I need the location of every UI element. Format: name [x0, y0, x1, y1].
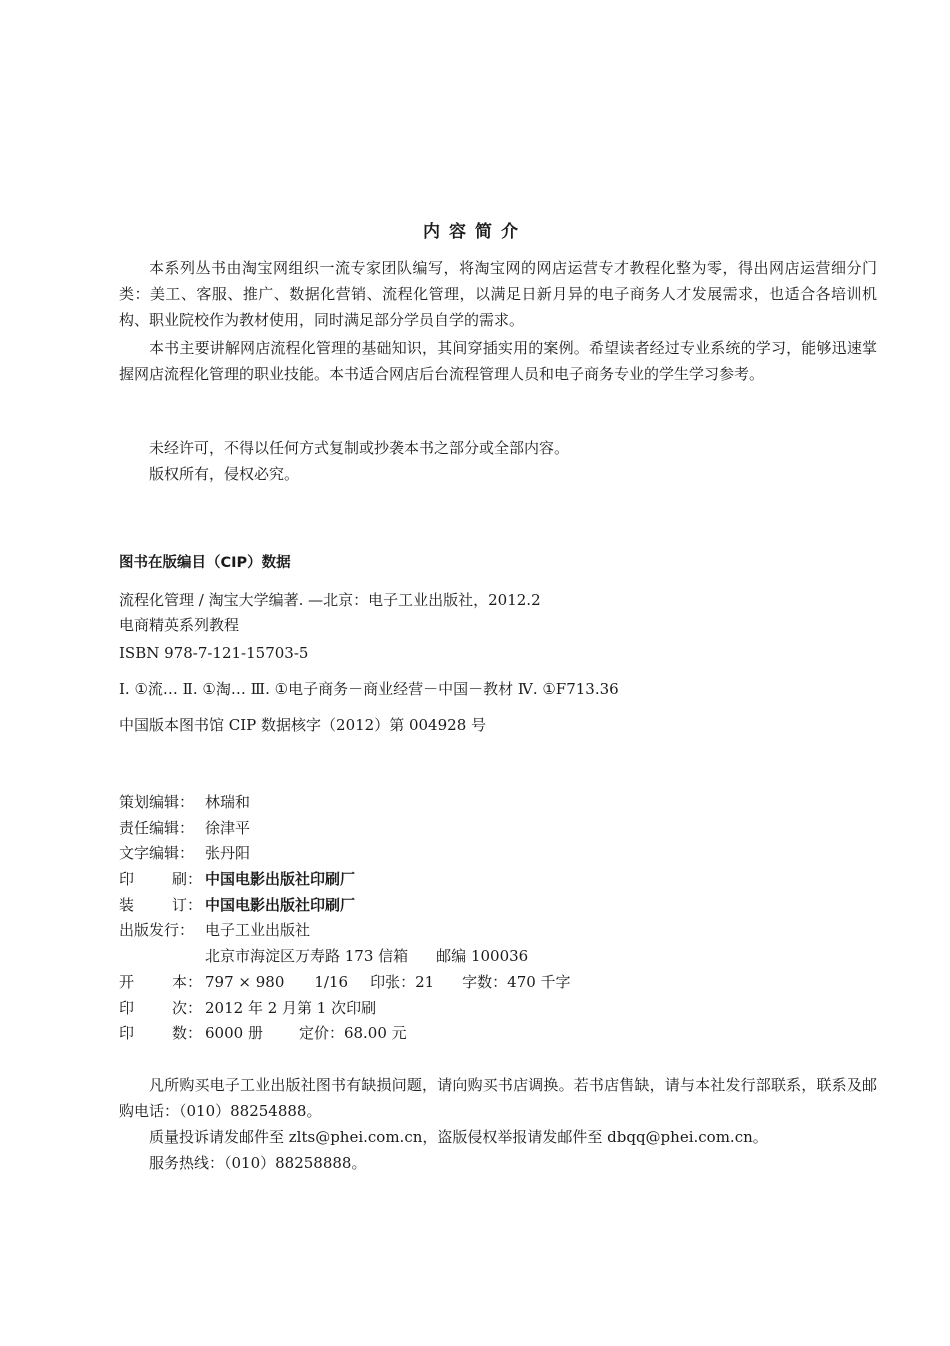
footer-section [119, 1072, 877, 1176]
credit-label: 责任编辑： [119, 818, 195, 837]
credit-label [119, 867, 205, 893]
credit-format-fold: 1/16 [314, 972, 349, 991]
credit-copies [119, 1021, 571, 1047]
credit-value: 徐津平 [205, 818, 251, 837]
credit-text-editor [119, 841, 571, 867]
label-char: 装 [119, 895, 135, 914]
footer-paragraph-1: 凡所购买电子工业出版社图书有缺损问题，请向购买书店调换。若书店售缺，请与本社发行部联系，联系及邮购电话：（010）88254888。 [119, 1076, 877, 1120]
cip-line-classification: Ⅰ. ①流… Ⅱ. ①淘… Ⅲ. ①电子商务－商业经营－中国－教材 Ⅳ. ①F713.36 [119, 680, 619, 698]
footer-paragraph-2: 质量投诉请发邮件至 zlts@phei.com.cn，盗版侵权举报请发邮件至 dbqq@phei.com.cn。 [149, 1128, 768, 1146]
credit-value: 林瑞和 [205, 793, 251, 811]
credit-edition [119, 996, 571, 1022]
credit-label [119, 970, 205, 996]
credit-publisher [119, 918, 571, 944]
credit-printing [119, 867, 571, 893]
footer-paragraph-3: 服务热线：（010）88258888。 [149, 1154, 367, 1172]
page-title: 内容简介 [423, 222, 527, 242]
intro-section [119, 255, 877, 387]
credit-label: 文字编辑： [119, 844, 195, 863]
label-char: 印 [119, 870, 135, 889]
credit-address [119, 944, 571, 970]
credit-address-value: 北京市海淀区万寿路 173 信箱 [205, 947, 409, 966]
credit-label: 策划编辑： [119, 793, 195, 811]
copyright-notice [119, 435, 877, 487]
label-char: 订： [172, 895, 203, 914]
credit-sheets: 印张：21 [370, 972, 435, 991]
credit-planning-editor [119, 790, 571, 816]
credit-label [119, 893, 205, 919]
credit-format-size: 797 × 980 [205, 972, 285, 991]
credit-label: 出版发行： [119, 921, 195, 940]
credit-label [119, 1021, 205, 1047]
credit-value: 2012 年 2 月第 1 次印刷 [205, 998, 377, 1017]
cip-line-title: 流程化管理 / 淘宝大学编著. —北京：电子工业出版社，2012.2 [119, 591, 541, 609]
cip-line-isbn: ISBN 978-7-121-15703-5 [119, 644, 309, 662]
credit-price: 定价：68.00 元 [298, 1024, 407, 1043]
notice-line-2: 版权所有，侵权必究。 [149, 465, 300, 483]
label-char: 开 [119, 972, 135, 991]
notice-line-1: 未经许可，不得以任何方式复制或抄袭本书之部分或全部内容。 [149, 439, 570, 457]
credit-binding [119, 893, 571, 919]
credit-format [119, 970, 571, 996]
credit-value: 中国电影出版社印刷厂 [205, 870, 356, 889]
credit-label [119, 996, 205, 1022]
intro-paragraph-2: 本书主要讲解网店流程化管理的基础知识，其间穿插实用的案例。希望读者经过专业系统的学习，能够迅速掌握网店流程化管理的职业技能。本书适合网店后台流程管理人员和电子商务专业的学生学习参考。 [119, 339, 877, 383]
credit-value: 张丹阳 [205, 844, 251, 863]
label-char: 刷： [172, 870, 203, 889]
label-char: 印 [119, 1024, 135, 1043]
label-char: 数： [172, 1024, 203, 1043]
credit-copies-value: 6000 册 [205, 1024, 263, 1043]
credit-responsible-editor [119, 816, 571, 842]
cip-heading: 图书在版编目（CIP）数据 [119, 555, 291, 571]
cip-line-record: 中国版本图书馆 CIP 数据核字（2012）第 004928 号 [119, 716, 487, 734]
intro-paragraph-1: 本系列丛书由淘宝网组织一流专家团队编写，将淘宝网的网店运营专才教程化整为零，得出网店运营细分门类：美工、客服、推广、数据化营销、流程化管理，以满足日新月异的电子商务人才发展需求，也适合各培训机构、职业院校作为教材使用，同时满足部分学员自学的需求。 [119, 259, 877, 329]
credit-value: 电子工业出版社 [205, 921, 311, 940]
credit-value: 中国电影出版社印刷厂 [205, 895, 356, 914]
credit-postcode: 邮编 100036 [436, 947, 529, 966]
publication-credits [119, 790, 571, 1047]
cip-line-series: 电商精英系列教程 [119, 616, 240, 634]
credit-word-count: 字数：470 千字 [462, 972, 571, 991]
label-char: 次： [172, 998, 203, 1017]
label-char: 本： [172, 972, 203, 991]
label-char: 印 [119, 998, 135, 1017]
